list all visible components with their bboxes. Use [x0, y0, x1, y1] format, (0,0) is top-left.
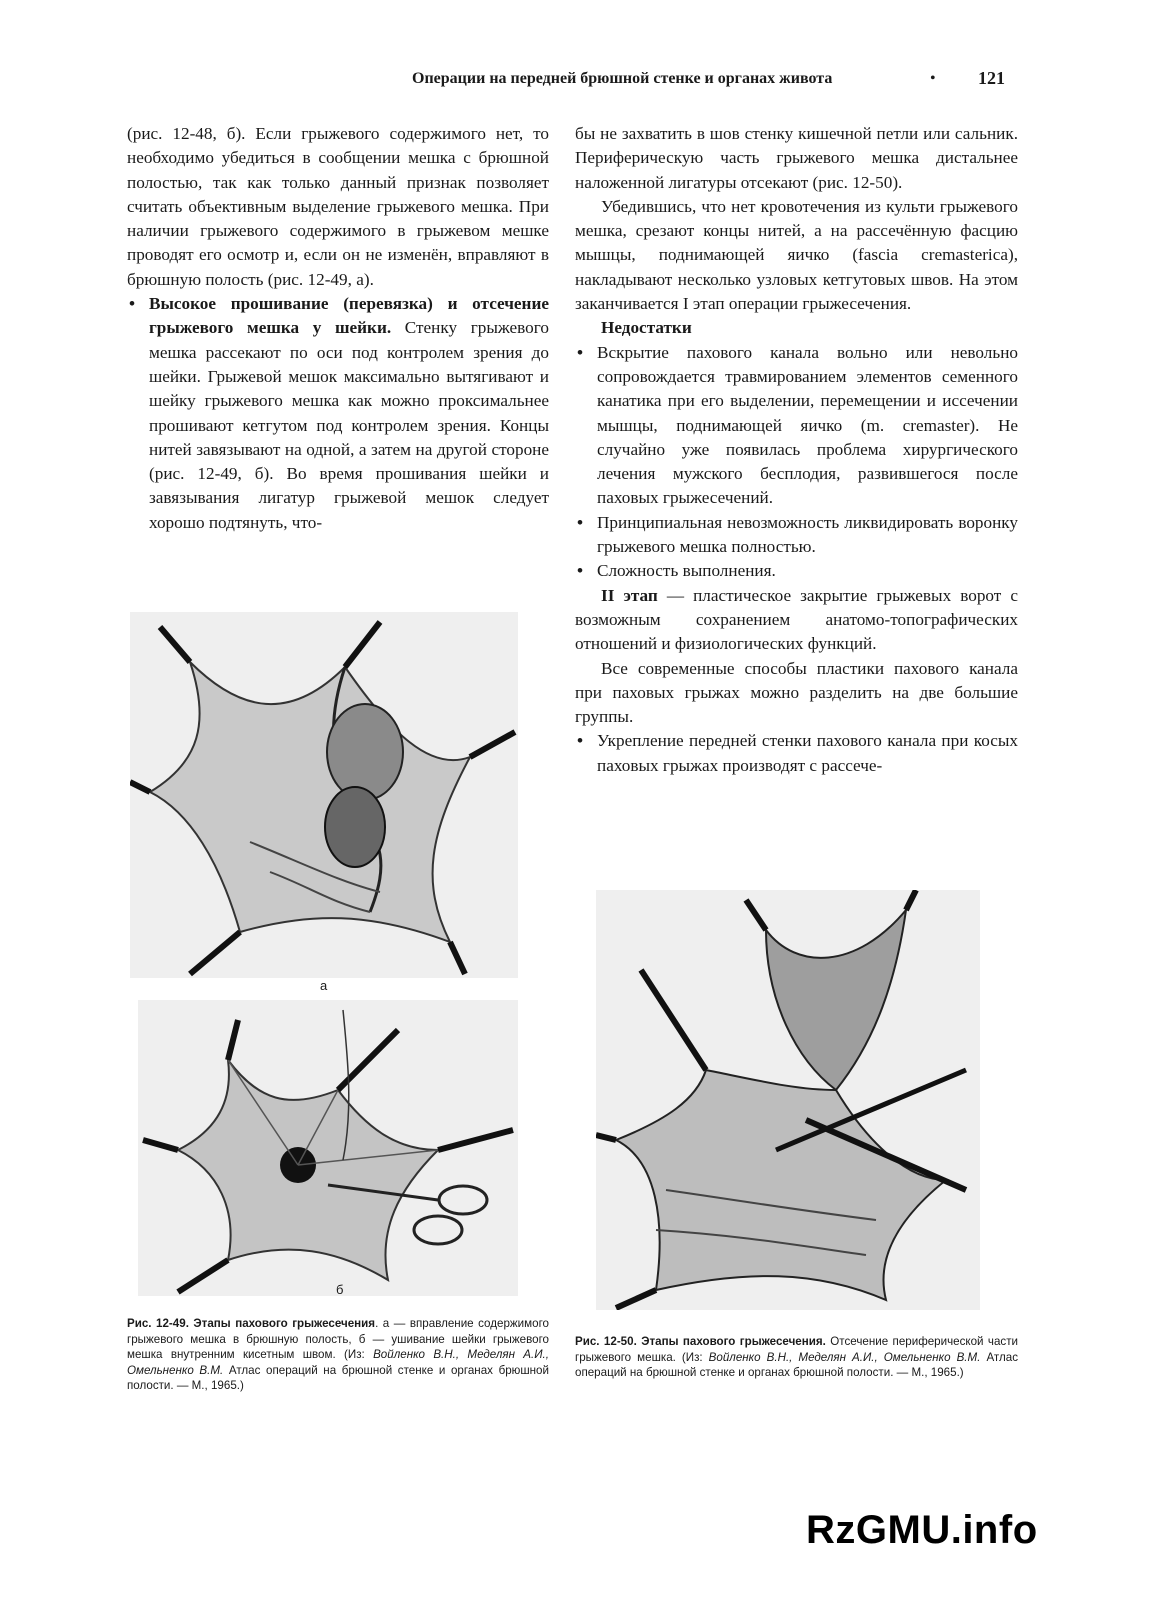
stage-label: II этап — [601, 585, 658, 605]
list-item — [127, 292, 549, 535]
figure-12-50-caption: Рис. 12-50. Этапы пахового грыжесечения. Отсечение периферической части грыжевого мешка. (Из: Войленко В.Н., Меделян А.И., Омельненко В.М. Атлас операций на брюшной стенке и органах брюшной полости. — М., 1965.) — [575, 1335, 1019, 1380]
caption-title: Рис. 12-50. Этапы пахового грыжесечения. — [575, 1335, 826, 1348]
list-item: • Вскрытие пахового канала вольно или невольно сопровождается травмированием элементов семенного канатика при его выделении, перемещении и иссечении мышцы, поднимающей яичко (m. cremaster). Не случайно уже появилась проблема хирургического лечения мужского бесплодия, развившегося после паховых грыжесечений. — [577, 342, 1018, 508]
paragraph: (рис. 12-48, б). Если грыжевого содержимого нет, то необходимо убедиться в сообщении мешка с брюшной полостью, так как только данный признак позволяет считать объективным выделение грыжевого мешка. При наличии грыжевого содержимого в грыжевом мешке проводят его осмотр и, если он не изменён, вправляют в брюшную полость (рис. 12-49, а). — [127, 124, 549, 289]
text-column-left — [127, 122, 549, 535]
list-item: • Укрепление передней стенки пахового канала при косых паховых грыжах производят с рассече- — [577, 731, 1018, 775]
paragraph: Убедившись, что нет кровотечения из культи грыжевого мешка, срезают концы нитей, а на рассечённую фасцию мышцы, поднимающей яичко (fascia cremasterica), накладывают несколько узловых кетгутовых швов. На этом заканчивается I этап операции грыжесечения. — [575, 196, 1018, 314]
section-heading: Недостатки — [601, 318, 692, 338]
list-item: • Принципиальная невозможность ликвидировать воронку грыжевого мешка полностью. — [577, 512, 1018, 557]
paragraph: Все современные способы пластики пахового канала при паховых грыжах можно разделить на две большие группы. — [575, 658, 1018, 727]
paragraph: II этап — пластическое закрытие грыжевых ворот с возможным сохранением анатомо-топографических отношений и физиологических функций. — [575, 585, 1018, 654]
site-watermark: RzGMU.info — [806, 1508, 1038, 1552]
running-header — [400, 70, 1020, 96]
list-item: • Сложность выполнения. — [577, 561, 776, 581]
figure-label-a: а — [320, 978, 328, 993]
figure-label-b: б — [336, 1282, 344, 1297]
figure-12-49a-illustration — [130, 612, 518, 978]
figure-12-50-illustration — [596, 890, 980, 1310]
paragraph: бы не захватить в шов стенку кишечной петли или сальник. Периферическую часть грыжевого мешка дистальнее наложенной лигатуры отсекают (рис. 12-50). — [575, 124, 1018, 192]
bullet-text: Стенку грыжевого мешка рассекают по оси под контролем зрения до шейки. Грыжевой мешок максимально вытягивают и шейку грыжевого мешка как можно проксимальнее прошивают кетгутом под контролем зрения. Концы нитей завязывают на одной, а затем на другой стороне (рис. 12-49, б). Во время прошивания шейки и завязывания лигатур грыжевой мешок следует хорошо подтянуть, что- — [149, 318, 549, 532]
bullet-marker: • — [129, 294, 136, 314]
figure-12-49-caption: Рис. 12-49. Этапы пахового грыжесечения. а — вправление содержимого грыжевого мешка в брюшную полость, б — ушивание шейки грыжевого мешка внутренним кисетным швом. (Из: Войленко В.Н., Меделян А.И., Омельненко В.М. Атлас операций на брюшной стенке и органах брюшной полости. — М., 1965.) — [127, 1317, 549, 1393]
text-column-right — [575, 122, 1018, 778]
running-title: Операции на передней брюшной стенке и органах живота — [412, 70, 833, 87]
page-number: 121 — [978, 68, 1005, 88]
header-bullet: • — [930, 70, 936, 87]
figure-12-49b-illustration — [138, 1000, 518, 1296]
caption-title: Рис. 12-49. Этапы пахового грыжесечения — [127, 1317, 376, 1330]
bullet-title: Высокое прошивание (перевязка) и отсечение грыжевого мешка у шейки. — [149, 294, 549, 338]
